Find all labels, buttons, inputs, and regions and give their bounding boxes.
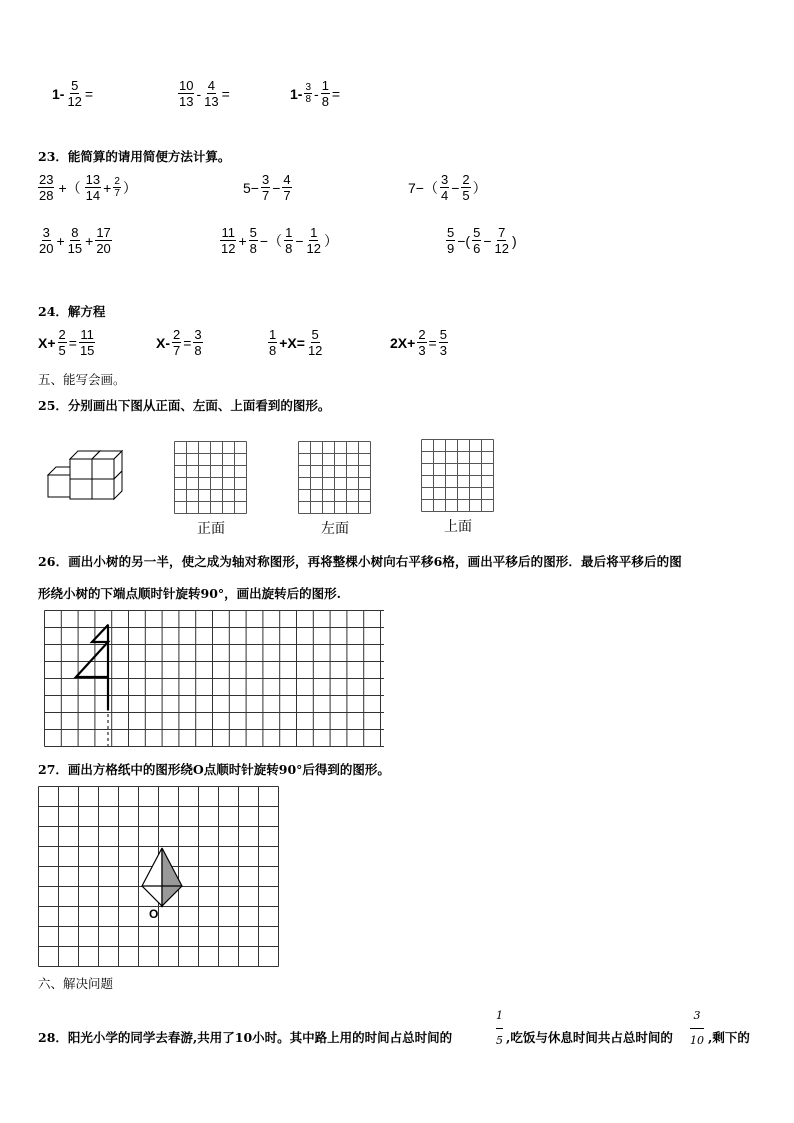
section-6-title: 六、解决问题 xyxy=(38,976,114,991)
q24-eq-4: 2X+ $\frac{2}{3}$ = $\frac{5}{3}$ xyxy=(390,327,447,358)
q23-expr-2: 5− $\frac{3}{7}$ − $\frac{4}{7}$ xyxy=(243,172,291,203)
q26-line-2: 形绕小树的下端点顺时针旋转90°，画出旋转后的图形. xyxy=(38,586,341,601)
top-expr-1: 1- $\frac{5}{12}$ = xyxy=(52,78,94,109)
q24-eq-3: $\frac{1}{8}$ +X= $\frac{5}{12}$ xyxy=(269,327,323,358)
q27-title xyxy=(38,760,390,778)
q23-expr-4: $\frac{3}{20}$ + $\frac{8}{15}$ + $\frac{17}{20}$ xyxy=(39,225,111,256)
q23-expr-1: $\frac{23}{28}$ +（ $\frac{13}{14}$ + $\frac{2}{7}$ ） xyxy=(39,172,137,203)
q28-text xyxy=(38,1028,452,1046)
q24-eq-1: X+ $\frac{2}{5}$ = $\frac{11}{15}$ xyxy=(38,327,95,358)
section-5-title: 五、能写会画。 xyxy=(38,372,126,387)
cube-stack-figure xyxy=(40,447,140,509)
q28-part-1: 28．阳光小学的同学去春游,共用了10小时。其中路上用的时间占总时间的 xyxy=(38,1030,453,1045)
q25-title: 25．分别画出下图从正面、左面、上面看到的图形。 xyxy=(38,398,331,413)
top-expr-3: 1- $\frac{3}{8}$ - $\frac{1}{8}$ = xyxy=(290,78,341,109)
half-tree xyxy=(76,625,108,710)
q23-expr-6: $\frac{5}{9}$ −( $\frac{5}{6}$ − $\frac{7}{12}$ ) xyxy=(447,225,517,256)
q24-eq-2: X- $\frac{2}{7}$ = $\frac{3}{8}$ xyxy=(156,327,202,358)
q28-fraction-1: 1 5 xyxy=(496,1004,503,1053)
point-o-label: O xyxy=(149,907,159,921)
tree-grid xyxy=(44,610,384,748)
rotation-grid xyxy=(38,786,282,968)
grid-left xyxy=(298,441,372,515)
grid-top xyxy=(421,439,495,513)
q24-title: 24．解方程 xyxy=(38,304,106,319)
label-left: 左面 xyxy=(321,521,349,537)
q28-part-2: ,吃饭与休息时间共占总时间的 xyxy=(506,1030,673,1045)
q23-expr-3: 7−（ $\frac{3}{4}$ − $\frac{2}{5}$ ） xyxy=(408,172,487,203)
q27-title-text: 27．画出方格纸中的图形绕O点顺时针旋转90°后得到的图形。 xyxy=(38,762,390,777)
q28-part-3: ,剩下的 xyxy=(708,1030,750,1045)
top-expr-2: $\frac{10}{13}$ - $\frac{4}{13}$ = xyxy=(179,78,230,109)
label-top: 上面 xyxy=(444,519,472,535)
q28-fraction-2: 3 10 xyxy=(690,1004,704,1053)
q26-line-1: 26．画出小树的另一半，使之成为轴对称图形，再将整棵小树向右平移6格，画出平移后的图形．最后将平移后的图 xyxy=(38,554,682,569)
label-front: 正面 xyxy=(197,521,225,537)
q23-expr-5: $\frac{11}{12}$ + $\frac{5}{8}$ −（ $\frac{1}{8}$ − $\frac{1}{12}$ ） xyxy=(221,225,338,256)
grid-front xyxy=(174,441,248,515)
q23-title: 23．能简算的请用简便方法计算。 xyxy=(38,149,231,164)
kite-shape xyxy=(142,848,182,906)
